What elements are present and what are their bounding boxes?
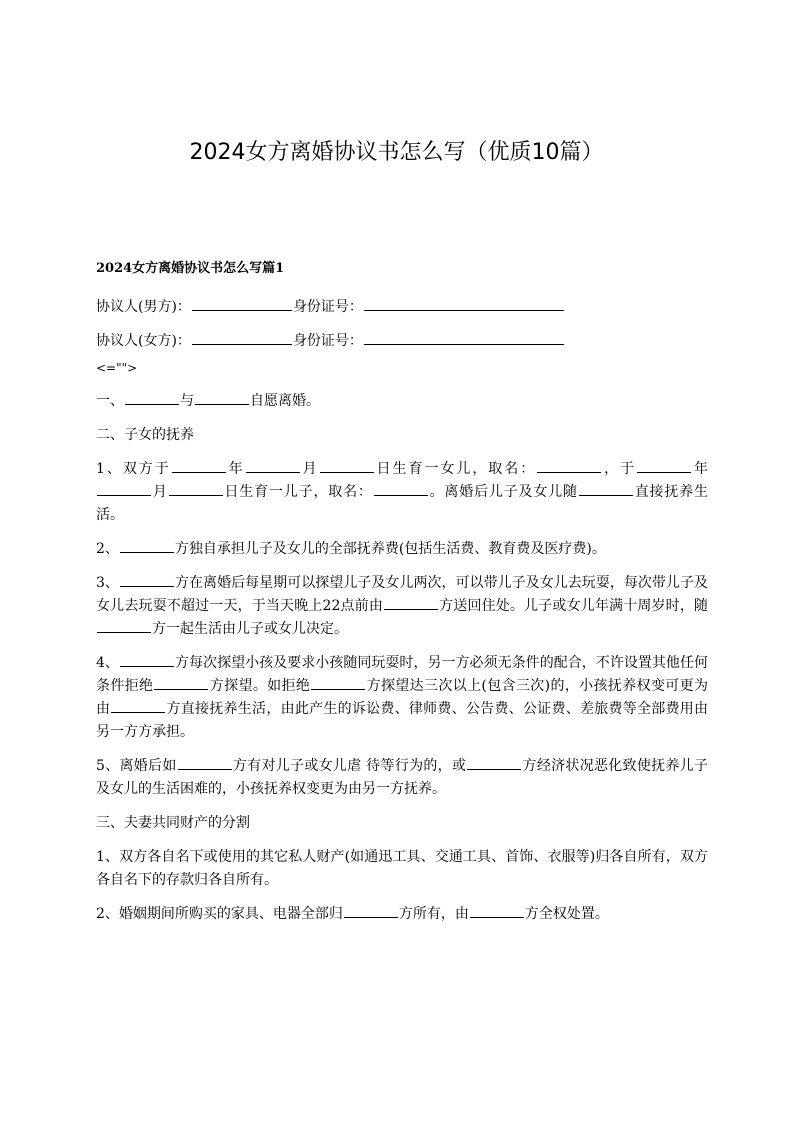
blank xyxy=(344,903,398,918)
text: 方经济状况恶化致使抚养儿子及女儿的生活困难的，小孩抚养权变更为由另一方抚养。 xyxy=(96,758,708,797)
text: 2、 xyxy=(96,541,119,557)
male-party-label: 协议人(男方)： xyxy=(96,299,191,315)
text: 4、 xyxy=(96,655,119,671)
text: 1、双方于 xyxy=(96,461,171,477)
blank xyxy=(172,458,226,473)
female-name-blank xyxy=(192,330,292,345)
text: 2、婚姻期间所购买的家具、电器全部归 xyxy=(96,906,343,922)
blank xyxy=(169,481,223,496)
text: 方独自承担儿子及女儿的全部抚养费(包括生活费、教育费及医疗费)。 xyxy=(174,541,606,557)
text: 方一起生活由儿子或女儿决定。 xyxy=(152,621,348,637)
blank xyxy=(120,538,174,553)
text: 方直接抚养生活，由此产生的诉讼费、律师费、公告费、公证费、差旅费等全部费用由另一方方承担。 xyxy=(96,701,709,740)
blank xyxy=(125,390,179,405)
clause-1-prefix: 一、 xyxy=(96,393,124,409)
text: 方在离婚后每星期可以探望儿子及女儿两次，可以带儿子及女儿去玩耍，每次带儿子及女儿去玩耍不超过一天，于当天晚上22点前由 xyxy=(96,575,708,614)
blank xyxy=(320,458,374,473)
blank xyxy=(97,618,151,633)
clause-2-5 xyxy=(96,755,708,801)
clause-2-2 xyxy=(96,538,708,561)
clause-3-2 xyxy=(96,903,708,926)
male-id-label: 身份证号： xyxy=(292,299,363,315)
male-name-blank xyxy=(192,296,292,311)
text: 方全权处置。 xyxy=(524,906,609,922)
male-party-line xyxy=(96,296,708,319)
clause-3-1: 1、双方各自名下或使用的其它私人财产(如通迅工具、交通工具、首饰、衣服等)归各自所有，双方各自名下的存款归各自所有。 xyxy=(96,849,708,888)
blank xyxy=(246,458,300,473)
code-fragment: <=""> xyxy=(96,361,138,375)
clause-2-4 xyxy=(96,652,708,744)
blank xyxy=(537,458,601,473)
male-id-blank xyxy=(364,296,564,311)
text: 年 xyxy=(226,461,245,477)
blank xyxy=(111,698,165,713)
clause-2-1 xyxy=(96,458,708,527)
blank xyxy=(154,675,208,690)
blank xyxy=(470,903,524,918)
blank xyxy=(120,652,174,667)
text: 日生育一儿子，取名： xyxy=(223,484,373,500)
clause-3-heading: 三、夫妻共同财产的分割 xyxy=(96,815,250,831)
blank xyxy=(637,458,691,473)
text: 方有对儿子或女儿虐 待等行为的，或 xyxy=(232,758,467,774)
text: 直接抚养生活。 xyxy=(96,484,709,523)
blank xyxy=(97,481,151,496)
text: 方每次探望小孩及要求小孩随同玩耍时，另一方必须无条件的配合，不许设置其他任何条件拒绝 xyxy=(96,655,708,694)
blank xyxy=(195,390,249,405)
document-body xyxy=(96,256,708,937)
text: 5、离婚后如 xyxy=(96,758,177,774)
blank xyxy=(178,755,232,770)
blank xyxy=(374,481,428,496)
text: 日生育一女儿，取名： xyxy=(374,461,537,477)
clause-1 xyxy=(96,390,708,413)
section-heading: 2024女方离婚协议书怎么写篇1 xyxy=(96,261,285,276)
clause-2-heading: 二、子女的抚养 xyxy=(96,427,194,443)
clause-1-mid: 与 xyxy=(180,393,194,409)
text: 方所有，由 xyxy=(398,906,469,922)
blank xyxy=(384,595,438,610)
document-title: 2024女方离婚协议书怎么写（优质10篇） xyxy=(189,140,604,165)
text: 年 xyxy=(692,461,709,477)
female-party-line xyxy=(96,330,708,353)
text: 方探望。如拒绝 xyxy=(209,678,311,694)
text: 月 xyxy=(152,484,168,500)
female-party-label: 协议人(女方)： xyxy=(96,333,191,349)
text: 方送回住处。儿子或女儿年满十周岁时，随 xyxy=(438,598,708,614)
blank xyxy=(467,755,521,770)
clause-1-suffix: 自愿离婚。 xyxy=(250,393,320,409)
female-id-label: 身份证号： xyxy=(292,333,363,349)
text: 月 xyxy=(300,461,319,477)
blank xyxy=(120,572,174,587)
text: 3、 xyxy=(96,575,119,591)
clause-2-3 xyxy=(96,572,708,641)
text: 。离婚后儿子及女儿随 xyxy=(428,484,578,500)
blank xyxy=(579,481,633,496)
text: 方探望达三次以上(包含三次)的，小孩抚养权变可更为由 xyxy=(96,678,708,717)
blank xyxy=(311,675,365,690)
female-id-blank xyxy=(364,330,564,345)
text: ，于 xyxy=(602,461,637,477)
